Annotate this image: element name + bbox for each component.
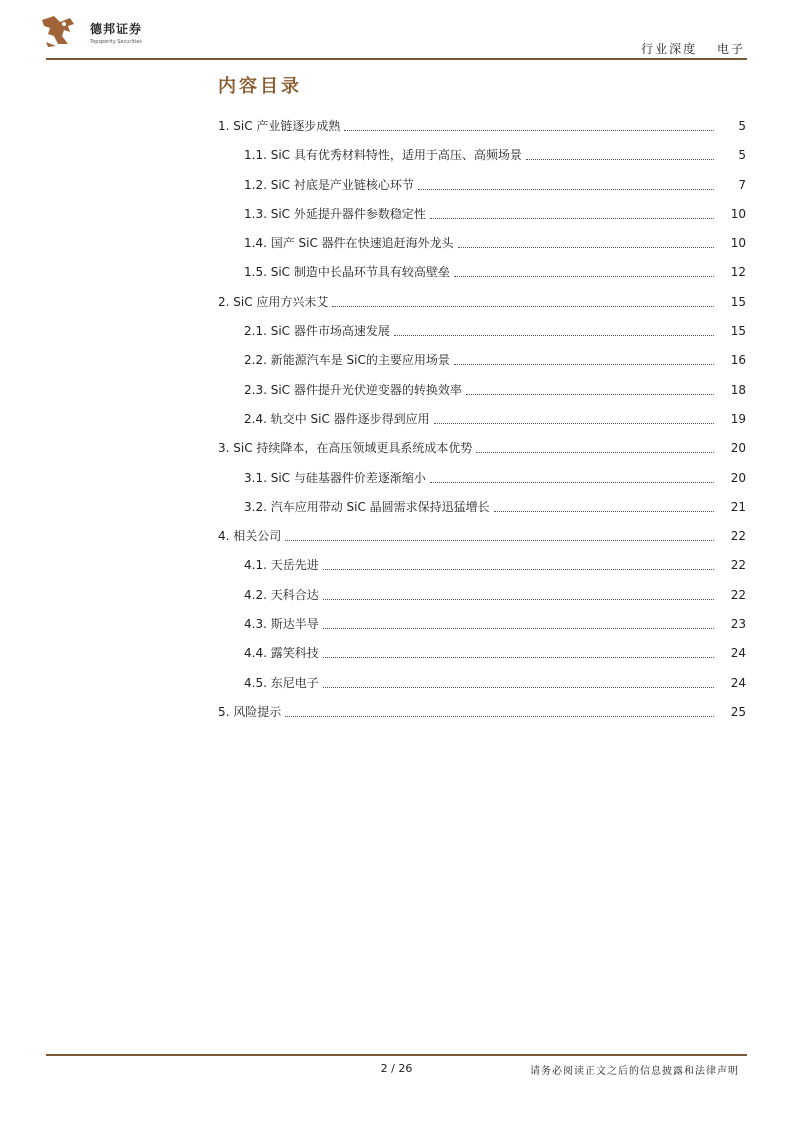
page-header <box>0 0 793 62</box>
toc-leader-dots <box>454 352 714 365</box>
header-divider <box>46 58 747 60</box>
toc-entry[interactable] <box>218 674 746 703</box>
toc-entry-page[interactable]: 7 <box>738 177 746 192</box>
toc-entry[interactable] <box>218 556 746 585</box>
toc-entry[interactable] <box>218 176 746 205</box>
toc-entry[interactable] <box>218 263 746 292</box>
toc-leader-dots <box>476 440 714 453</box>
table-of-contents <box>218 117 746 732</box>
disclaimer: 请务必阅读正文之后的信息披露和法律声明 <box>530 1066 739 1077</box>
company-name-cn: 德邦证券 <box>90 22 143 36</box>
toc-entry[interactable] <box>218 644 746 673</box>
toc-entry-page[interactable]: 10 <box>730 206 746 221</box>
toc-leader-dots <box>285 528 714 541</box>
toc-entry-label[interactable]: 1.3. SiC 外延提升器件参数稳定性 <box>244 206 426 221</box>
toc-entry-label[interactable]: 2.3. SiC 器件提升光伏逆变器的转换效率 <box>244 382 462 397</box>
toc-entry-page[interactable]: 24 <box>730 646 746 661</box>
toc-leader-dots <box>418 177 714 190</box>
toc-entry[interactable] <box>218 234 746 263</box>
toc-leader-dots <box>285 704 714 717</box>
toc-entry[interactable] <box>218 469 746 498</box>
toc-entry[interactable] <box>218 703 746 732</box>
toc-entry[interactable] <box>218 498 746 527</box>
toc-entry-page[interactable]: 19 <box>730 411 746 426</box>
toc-title: 内容目录 <box>218 76 302 97</box>
toc-entry-page[interactable]: 20 <box>730 470 746 485</box>
toc-entry[interactable] <box>218 146 746 175</box>
toc-entry[interactable] <box>218 293 746 322</box>
toc-leader-dots <box>430 206 714 219</box>
toc-entry[interactable] <box>218 615 746 644</box>
toc-entry[interactable] <box>218 527 746 556</box>
toc-entry-label[interactable]: 2.2. 新能源汽车是 SiC的主要应用场景 <box>244 353 450 368</box>
toc-entry[interactable] <box>218 381 746 410</box>
sector-label: 电子 <box>716 42 745 56</box>
toc-entry[interactable] <box>218 410 746 439</box>
toc-entry[interactable] <box>218 205 746 234</box>
toc-entry-page[interactable]: 12 <box>730 265 746 280</box>
toc-entry[interactable] <box>218 117 746 146</box>
toc-entry-page[interactable]: 22 <box>730 529 746 544</box>
toc-leader-dots <box>344 118 714 131</box>
toc-entry-page[interactable]: 23 <box>730 617 746 632</box>
company-name-en: Topsperity Securities <box>90 39 142 45</box>
toc-entry-label[interactable]: 1.1. SiC 具有优秀材料特性，适用于高压、高频场景 <box>244 148 522 163</box>
toc-entry-page[interactable]: 25 <box>730 704 746 719</box>
toc-leader-dots <box>323 557 714 570</box>
toc-entry-page[interactable]: 20 <box>730 441 746 456</box>
toc-entry-label[interactable]: 2.1. SiC 器件市场高速发展 <box>244 324 390 339</box>
toc-leader-dots <box>323 616 714 629</box>
toc-leader-dots <box>454 264 714 277</box>
company-logo-icon <box>40 14 80 48</box>
toc-entry-page[interactable]: 24 <box>730 675 746 690</box>
toc-entry-label[interactable]: 5. 风险提示 <box>218 704 282 719</box>
toc-leader-dots <box>323 587 714 600</box>
toc-leader-dots <box>526 147 714 160</box>
toc-entry-page[interactable]: 22 <box>730 558 746 573</box>
report-category <box>641 40 745 57</box>
toc-leader-dots <box>434 411 714 424</box>
toc-entry-label[interactable]: 4.3. 斯达半导 <box>244 617 319 632</box>
toc-entry[interactable] <box>218 439 746 468</box>
toc-leader-dots <box>394 323 714 336</box>
toc-leader-dots <box>430 470 714 483</box>
toc-entry[interactable] <box>218 586 746 615</box>
toc-leader-dots <box>323 675 714 688</box>
toc-entry-page[interactable]: 18 <box>730 382 746 397</box>
toc-entry-label[interactable]: 4.5. 东尼电子 <box>244 675 319 690</box>
toc-entry-page[interactable]: 5 <box>738 119 746 133</box>
toc-leader-dots <box>332 294 714 307</box>
toc-entry-page[interactable]: 15 <box>730 324 746 339</box>
footer-divider <box>46 1054 747 1056</box>
toc-leader-dots <box>494 499 714 512</box>
toc-entry-label[interactable]: 3. SiC 持续降本，在高压领域更具系统成本优势 <box>218 441 473 456</box>
toc-entry-page[interactable]: 5 <box>738 148 746 163</box>
toc-leader-dots <box>458 235 714 248</box>
toc-entry-label[interactable]: 4. 相关公司 <box>218 529 282 544</box>
category-label: 行业深度 <box>641 42 698 56</box>
toc-entry-label[interactable]: 3.1. SiC 与硅基器件价差逐渐缩小 <box>244 470 426 485</box>
toc-entry-label[interactable]: 1.2. SiC 衬底是产业链核心环节 <box>244 177 414 192</box>
toc-entry-page[interactable]: 22 <box>730 587 746 602</box>
toc-entry-page[interactable]: 15 <box>730 294 746 309</box>
toc-entry[interactable] <box>218 351 746 380</box>
toc-entry-label[interactable]: 3.2. 汽车应用带动 SiC 晶圆需求保持迅猛增长 <box>244 499 490 514</box>
toc-entry-label[interactable]: 1.4. 国产 SiC 器件在快速追赶海外龙头 <box>244 236 454 251</box>
toc-entry-label[interactable]: 4.2. 天科合达 <box>244 587 319 602</box>
toc-entry-label[interactable]: 4.1. 天岳先进 <box>244 558 319 573</box>
toc-leader-dots <box>323 645 714 658</box>
toc-entry-label[interactable]: 2. SiC 应用方兴未艾 <box>218 294 329 309</box>
toc-entry-page[interactable]: 10 <box>730 236 746 251</box>
toc-entry[interactable] <box>218 322 746 351</box>
toc-entry-label[interactable]: 2.4. 轨交中 SiC 器件逐步得到应用 <box>244 411 430 426</box>
toc-leader-dots <box>466 382 714 395</box>
toc-entry-label[interactable]: 4.4. 露笑科技 <box>244 646 319 661</box>
toc-entry-page[interactable]: 21 <box>730 499 746 514</box>
page-indicator: 2 / 26 <box>380 1062 413 1075</box>
logo-text <box>90 20 142 45</box>
toc-entry-label[interactable]: 1.5. SiC 制造中长晶环节具有较高壁垒 <box>244 265 450 280</box>
toc-entry-label[interactable]: 1. SiC 产业链逐步成熟 <box>218 119 341 133</box>
toc-entry-page[interactable]: 16 <box>730 353 746 368</box>
